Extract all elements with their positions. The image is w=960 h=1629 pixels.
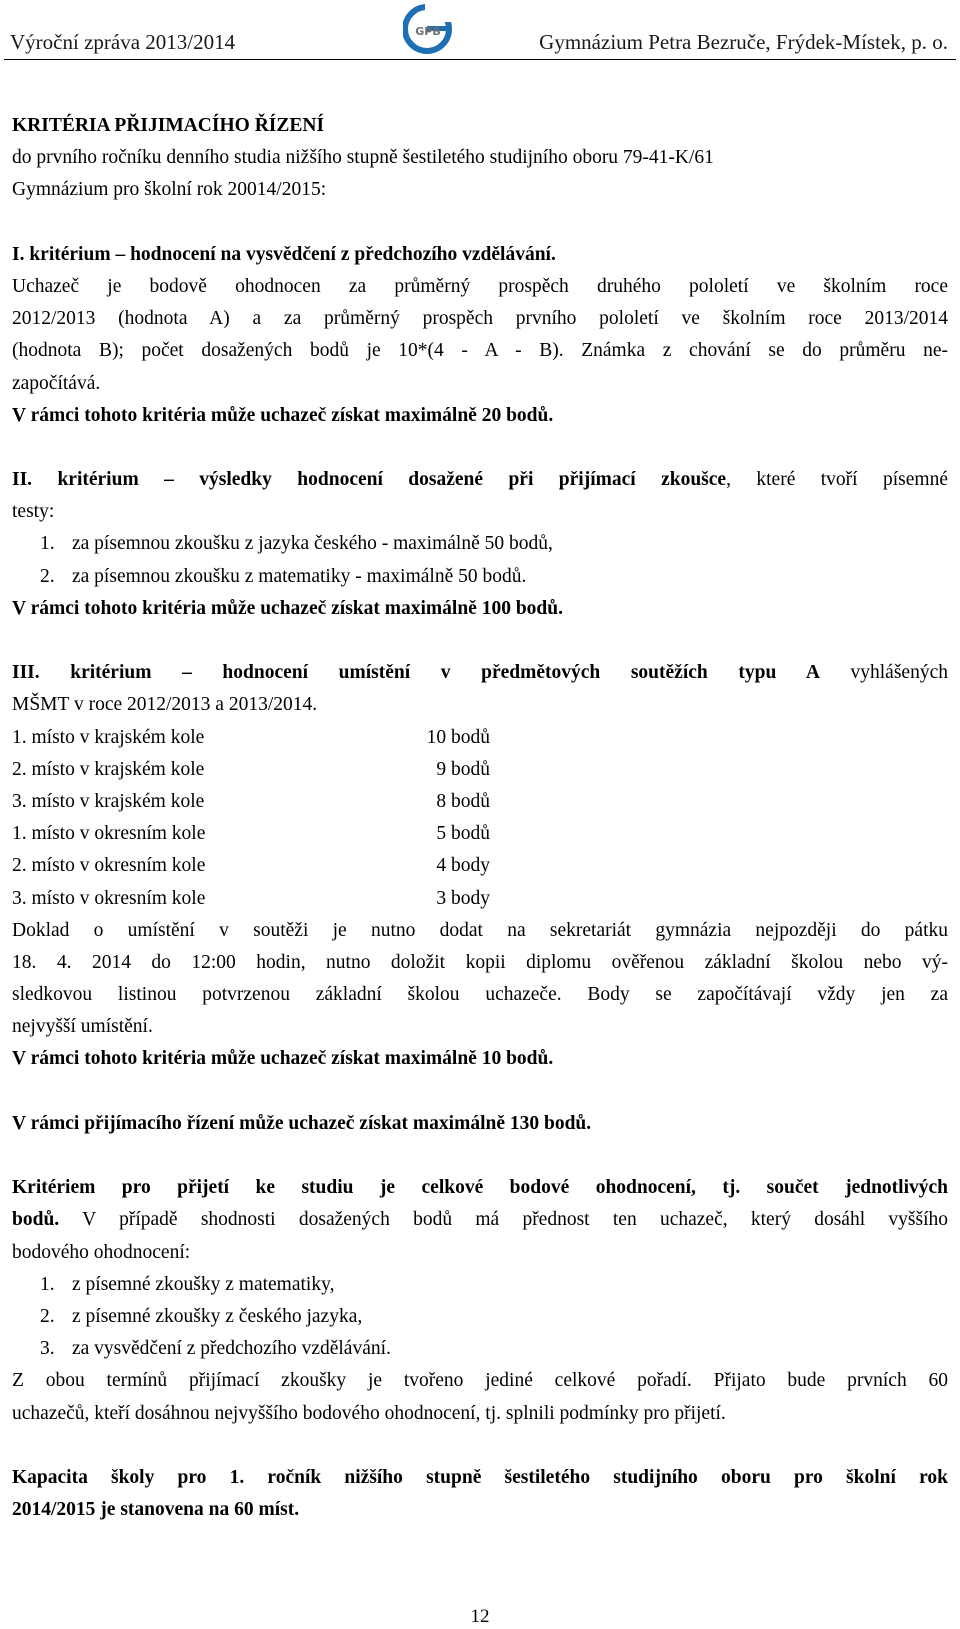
list-item: 1. za písemnou zkoušku z jazyka českého - maximálně 50 bodů, [40, 533, 553, 555]
page-number: 12 [470, 1606, 490, 1627]
capacity-line: Kapacita školy pro 1. ročník nižšího stupně šestiletého studijního oboru pro školní rok [12, 1466, 948, 1488]
intro-line-2: Gymnázium pro školní rok 20014/2015: [12, 179, 327, 201]
rank-row: 1. místo v okresním kole 5 bodů [12, 823, 490, 845]
rank-row: 3. místo v okresním kole 3 body [12, 887, 490, 909]
header-rule [4, 59, 956, 60]
logo-letters: GPB [415, 25, 441, 38]
school-name: Gymnázium Petra Bezruče, Frýdek-Místek, p. o. [539, 30, 948, 54]
intro-line-1: do prvního ročníku denního studia nižšího stupně šestiletého studijního oboru 79-41-K/61 [12, 147, 714, 169]
document-title: KRITÉRIA PŘIJIMACÍHO ŘÍZENÍ [12, 115, 325, 136]
page-header [0, 0, 960, 60]
rank-row: 2. místo v krajském kole 9 bodů [12, 758, 490, 780]
criterion-1-heading: I. kritérium – hodnocení na vysvědčení z předchozího vzdělávání. [12, 243, 556, 265]
criterion-1-text: 2012/2013 (hodnota A) a za průměrný prospěch prvního pololetí ve školním roce 2013/2014 [12, 308, 948, 330]
school-logo-icon [403, 2, 455, 56]
capacity-line: 2014/2015 je stanovena na 60 míst. [12, 1499, 300, 1521]
acceptance-text: bodového ohodnocení: [12, 1241, 191, 1263]
list-item: 1. z písemné zkoušky z matematiky, [40, 1273, 335, 1295]
rank-row: 3. místo v krajském kole 8 bodů [12, 790, 490, 812]
total-max: V rámci přijímacího řízení může uchazeč získat maximálně 130 bodů. [12, 1112, 592, 1134]
criterion-3-text: Doklad o umístění v soutěži je nutno dodat na sekretariát gymnázia nejpozději do pátku [12, 919, 948, 941]
criterion-3-text: nejvyšší umístění. [12, 1016, 153, 1038]
list-item: 2. za písemnou zkoušku z matematiky - maximálně 50 bodů. [40, 565, 527, 587]
report-title: Výroční zpráva 2013/2014 [10, 30, 236, 54]
acceptance-text: Z obou termínů přijímací zkoušky je tvořeno jediné celkové pořadí. Přijato bude prvních 60 [12, 1370, 948, 1392]
document-body [12, 110, 948, 1526]
list-item: 3. za vysvědčení z předchozího vzdělávání. [40, 1338, 391, 1360]
acceptance-heading: Kritériem pro přijetí ke studiu je celkové bodové ohodnocení, tj. součet jednotlivých [12, 1177, 948, 1199]
acceptance-text: bodů. V případě shodnosti dosažených bodů má přednost ten uchazeč, který dosáhl vyššího [12, 1209, 948, 1231]
criterion-3-heading-cont: MŠMT v roce 2012/2013 a 2013/2014. [12, 694, 318, 716]
criterion-1-text: (hodnota B); počet dosažených bodů je 10*(4 - A - B). Známka z chování se do průměru ne- [12, 340, 948, 362]
criterion-3-text: 18. 4. 2014 do 12:00 hodin, nutno doložit kopii diplomu ověřenou základní školou nebo vý- [12, 951, 948, 973]
criterion-3-text: sledkovou listinou potvrzenou základní školou uchazeče. Body se započítávají vždy jen za [12, 984, 948, 1006]
criterion-1-text: započítává. [12, 372, 101, 394]
criterion-3-max: V rámci tohoto kritéria může uchazeč získat maximálně 10 bodů. [12, 1048, 554, 1070]
criterion-1-max: V rámci tohoto kritéria může uchazeč získat maximálně 20 bodů. [12, 404, 554, 426]
criterion-2-max: V rámci tohoto kritéria může uchazeč získat maximálně 100 bodů. [12, 597, 563, 619]
criterion-2-heading: II. kritérium – výsledky hodnocení dosažené při přijímací zkoušce, které tvoří písemné [12, 469, 948, 491]
criterion-3-heading: III. kritérium – hodnocení umístění v předmětových soutěžích typu A vyhlášených [12, 662, 948, 684]
criterion-2-heading-cont: testy: [12, 501, 55, 523]
acceptance-text: uchazečů, kteří dosáhnou nejvyššího bodového ohodnocení, tj. splnili podmínky pro přijetí. [12, 1402, 726, 1424]
rank-row: 2. místo v okresním kole 4 body [12, 855, 490, 877]
criterion-1-text: Uchazeč je bodově ohodnocen za průměrný prospěch druhého pololetí ve školním roce [12, 275, 948, 297]
list-item: 2. z písemné zkoušky z českého jazyka, [40, 1305, 363, 1327]
rank-row: 1. místo v krajském kole 10 bodů [12, 726, 490, 748]
